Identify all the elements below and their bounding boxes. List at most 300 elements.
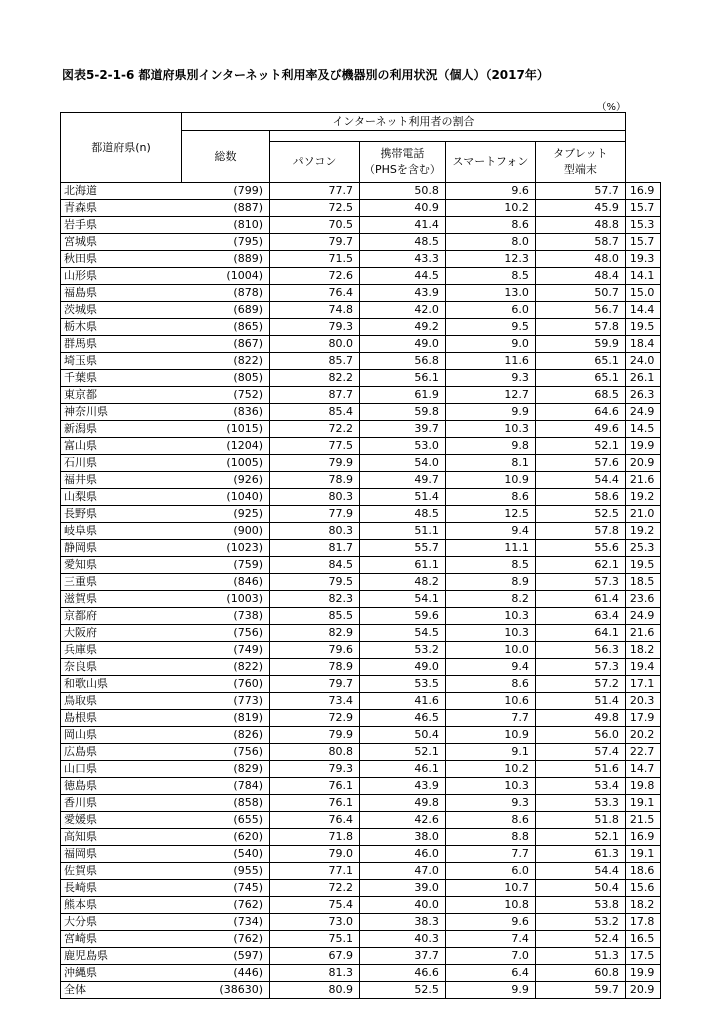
table-row [61, 234, 661, 251]
cell-tablet: 26.1 [625, 370, 661, 387]
cell-smartphone: 68.5 [535, 387, 625, 404]
cell-mobile: 12.5 [445, 506, 535, 523]
cell-smartphone: 52.1 [535, 829, 625, 846]
cell-sample-size: (865) [182, 319, 270, 336]
cell-smartphone: 57.8 [535, 523, 625, 540]
cell-total: 84.5 [270, 557, 360, 574]
cell-smartphone: 57.6 [535, 455, 625, 472]
cell-smartphone: 61.4 [535, 591, 625, 608]
data-table [60, 112, 661, 999]
cell-total: 77.7 [270, 183, 360, 200]
cell-total: 67.9 [270, 948, 360, 965]
cell-total: 79.3 [270, 319, 360, 336]
cell-mobile: 8.0 [445, 234, 535, 251]
cell-mobile: 9.6 [445, 914, 535, 931]
cell-total: 76.1 [270, 778, 360, 795]
table-row [61, 268, 661, 285]
cell-smartphone: 57.3 [535, 574, 625, 591]
cell-tablet: 19.8 [625, 778, 661, 795]
cell-mobile: 10.9 [445, 472, 535, 489]
cell-smartphone: 65.1 [535, 370, 625, 387]
unit-label: （%） [596, 102, 626, 113]
cell-prefecture: 奈良県 [61, 659, 182, 676]
cell-mobile: 8.8 [445, 829, 535, 846]
table-row [61, 574, 661, 591]
cell-pc: 44.5 [360, 268, 446, 285]
table-row [61, 863, 661, 880]
cell-mobile: 7.7 [445, 846, 535, 863]
cell-pc: 48.5 [360, 506, 446, 523]
table-row [61, 812, 661, 829]
cell-total: 79.6 [270, 642, 360, 659]
cell-prefecture: 岐阜県 [61, 523, 182, 540]
cell-tablet: 19.5 [625, 319, 661, 336]
cell-tablet: 20.9 [625, 982, 661, 999]
cell-prefecture: 福岡県 [61, 846, 182, 863]
cell-total: 82.9 [270, 625, 360, 642]
cell-mobile: 9.9 [445, 404, 535, 421]
cell-total: 73.4 [270, 693, 360, 710]
table-row [61, 931, 661, 948]
cell-sample-size: (822) [182, 353, 270, 370]
cell-tablet: 21.5 [625, 812, 661, 829]
cell-smartphone: 51.3 [535, 948, 625, 965]
cell-total: 82.2 [270, 370, 360, 387]
cell-pc: 49.0 [360, 659, 446, 676]
header-mobile-line2: （PHSを含む） [364, 163, 441, 176]
table-row [61, 676, 661, 693]
cell-smartphone: 53.8 [535, 897, 625, 914]
cell-smartphone: 57.4 [535, 744, 625, 761]
cell-smartphone: 63.4 [535, 608, 625, 625]
cell-prefecture: 青森県 [61, 200, 182, 217]
table-row [61, 608, 661, 625]
header-tablet-line2: 型端末 [563, 163, 597, 176]
cell-smartphone: 50.7 [535, 285, 625, 302]
cell-mobile: 12.3 [445, 251, 535, 268]
cell-tablet: 21.6 [625, 472, 661, 489]
table-row [61, 727, 661, 744]
cell-prefecture: 和歌山県 [61, 676, 182, 693]
cell-mobile: 6.0 [445, 302, 535, 319]
cell-prefecture: 鳥取県 [61, 693, 182, 710]
cell-smartphone: 51.4 [535, 693, 625, 710]
cell-sample-size: (738) [182, 608, 270, 625]
cell-prefecture: 千葉県 [61, 370, 182, 387]
table-row [61, 438, 661, 455]
cell-pc: 43.9 [360, 778, 446, 795]
cell-prefecture: 福井県 [61, 472, 182, 489]
cell-tablet: 24.9 [625, 404, 661, 421]
table-row [61, 948, 661, 965]
cell-mobile: 9.3 [445, 795, 535, 812]
cell-sample-size: (1004) [182, 268, 270, 285]
cell-prefecture: 山形県 [61, 268, 182, 285]
cell-prefecture: 北海道 [61, 183, 182, 200]
cell-tablet: 16.9 [625, 183, 661, 200]
table-row [61, 336, 661, 353]
cell-mobile: 8.6 [445, 812, 535, 829]
cell-total: 77.5 [270, 438, 360, 455]
table-row [61, 829, 661, 846]
cell-mobile: 10.9 [445, 727, 535, 744]
table-row [61, 472, 661, 489]
cell-mobile: 10.6 [445, 693, 535, 710]
cell-tablet: 14.7 [625, 761, 661, 778]
cell-total: 70.5 [270, 217, 360, 234]
table-row [61, 914, 661, 931]
cell-smartphone: 48.8 [535, 217, 625, 234]
cell-tablet: 20.2 [625, 727, 661, 744]
cell-pc: 54.5 [360, 625, 446, 642]
cell-total: 78.9 [270, 659, 360, 676]
cell-prefecture: 愛媛県 [61, 812, 182, 829]
cell-prefecture: 大阪府 [61, 625, 182, 642]
cell-prefecture: 茨城県 [61, 302, 182, 319]
cell-tablet: 21.0 [625, 506, 661, 523]
cell-tablet: 21.6 [625, 625, 661, 642]
table-row [61, 489, 661, 506]
cell-sample-size: (925) [182, 506, 270, 523]
cell-pc: 42.6 [360, 812, 446, 829]
cell-smartphone: 52.1 [535, 438, 625, 455]
cell-tablet: 15.7 [625, 200, 661, 217]
table-row [61, 693, 661, 710]
cell-sample-size: (826) [182, 727, 270, 744]
header-prefecture: 都道府県(n) [61, 113, 182, 183]
cell-total: 80.8 [270, 744, 360, 761]
cell-prefecture: 高知県 [61, 829, 182, 846]
table-row [61, 982, 661, 999]
cell-mobile: 9.6 [445, 183, 535, 200]
cell-mobile: 8.5 [445, 557, 535, 574]
cell-pc: 50.4 [360, 727, 446, 744]
cell-tablet: 15.3 [625, 217, 661, 234]
table-row [61, 455, 661, 472]
cell-smartphone: 64.1 [535, 625, 625, 642]
table-row [61, 523, 661, 540]
cell-prefecture: 岡山県 [61, 727, 182, 744]
cell-prefecture: 三重県 [61, 574, 182, 591]
cell-smartphone: 59.9 [535, 336, 625, 353]
cell-mobile: 10.0 [445, 642, 535, 659]
cell-mobile: 8.9 [445, 574, 535, 591]
cell-sample-size: (689) [182, 302, 270, 319]
cell-smartphone: 54.4 [535, 472, 625, 489]
cell-tablet: 14.1 [625, 268, 661, 285]
cell-mobile: 12.7 [445, 387, 535, 404]
cell-pc: 41.4 [360, 217, 446, 234]
cell-pc: 49.8 [360, 795, 446, 812]
cell-pc: 48.5 [360, 234, 446, 251]
cell-pc: 59.6 [360, 608, 446, 625]
cell-prefecture: 神奈川県 [61, 404, 182, 421]
cell-smartphone: 51.6 [535, 761, 625, 778]
cell-sample-size: (889) [182, 251, 270, 268]
cell-mobile: 8.6 [445, 217, 535, 234]
cell-smartphone: 49.8 [535, 710, 625, 727]
cell-smartphone: 62.1 [535, 557, 625, 574]
cell-total: 72.2 [270, 421, 360, 438]
cell-mobile: 11.1 [445, 540, 535, 557]
cell-prefecture: 京都府 [61, 608, 182, 625]
cell-sample-size: (805) [182, 370, 270, 387]
cell-pc: 53.5 [360, 676, 446, 693]
cell-sample-size: (752) [182, 387, 270, 404]
cell-total: 81.7 [270, 540, 360, 557]
cell-total: 77.9 [270, 506, 360, 523]
cell-tablet: 17.1 [625, 676, 661, 693]
cell-smartphone: 56.3 [535, 642, 625, 659]
cell-mobile: 8.6 [445, 489, 535, 506]
cell-tablet: 19.1 [625, 795, 661, 812]
cell-mobile: 10.2 [445, 761, 535, 778]
cell-prefecture: 東京都 [61, 387, 182, 404]
cell-smartphone: 49.6 [535, 421, 625, 438]
cell-total: 81.3 [270, 965, 360, 982]
cell-prefecture: 長野県 [61, 506, 182, 523]
cell-total: 72.5 [270, 200, 360, 217]
cell-mobile: 8.1 [445, 455, 535, 472]
cell-prefecture: 群馬県 [61, 336, 182, 353]
cell-tablet: 18.2 [625, 642, 661, 659]
cell-tablet: 18.4 [625, 336, 661, 353]
table-header [61, 113, 661, 183]
cell-prefecture: 大分県 [61, 914, 182, 931]
cell-tablet: 17.9 [625, 710, 661, 727]
cell-pc: 54.1 [360, 591, 446, 608]
cell-pc: 54.0 [360, 455, 446, 472]
cell-smartphone: 59.7 [535, 982, 625, 999]
cell-total: 71.5 [270, 251, 360, 268]
cell-smartphone: 57.7 [535, 183, 625, 200]
cell-pc: 38.0 [360, 829, 446, 846]
cell-smartphone: 57.3 [535, 659, 625, 676]
header-spacer [270, 131, 626, 142]
cell-sample-size: (955) [182, 863, 270, 880]
cell-sample-size: (1003) [182, 591, 270, 608]
table-row [61, 251, 661, 268]
cell-prefecture: 島根県 [61, 710, 182, 727]
cell-sample-size: (878) [182, 285, 270, 302]
header-group: インターネット利用者の割合 [182, 113, 626, 131]
cell-sample-size: (887) [182, 200, 270, 217]
cell-total: 73.0 [270, 914, 360, 931]
cell-mobile: 9.8 [445, 438, 535, 455]
cell-pc: 53.0 [360, 438, 446, 455]
table-row [61, 761, 661, 778]
header-total: 総数 [182, 131, 270, 183]
table-row [61, 387, 661, 404]
table-row [61, 285, 661, 302]
cell-sample-size: (1023) [182, 540, 270, 557]
cell-prefecture: 新潟県 [61, 421, 182, 438]
cell-prefecture: 石川県 [61, 455, 182, 472]
cell-total: 87.7 [270, 387, 360, 404]
cell-mobile: 9.4 [445, 659, 535, 676]
table-row [61, 744, 661, 761]
cell-prefecture: 沖縄県 [61, 965, 182, 982]
table-row [61, 642, 661, 659]
cell-mobile: 10.3 [445, 778, 535, 795]
cell-pc: 40.3 [360, 931, 446, 948]
cell-mobile: 6.4 [445, 965, 535, 982]
cell-smartphone: 57.2 [535, 676, 625, 693]
cell-sample-size: (836) [182, 404, 270, 421]
cell-tablet: 14.5 [625, 421, 661, 438]
cell-total: 74.8 [270, 302, 360, 319]
cell-mobile: 7.0 [445, 948, 535, 965]
cell-tablet: 19.1 [625, 846, 661, 863]
cell-tablet: 24.0 [625, 353, 661, 370]
cell-tablet: 22.7 [625, 744, 661, 761]
cell-sample-size: (795) [182, 234, 270, 251]
cell-total: 79.7 [270, 676, 360, 693]
table-row [61, 183, 661, 200]
cell-smartphone: 45.9 [535, 200, 625, 217]
cell-smartphone: 57.8 [535, 319, 625, 336]
cell-mobile: 9.5 [445, 319, 535, 336]
cell-total: 85.4 [270, 404, 360, 421]
cell-pc: 39.0 [360, 880, 446, 897]
table-body [61, 183, 661, 999]
cell-smartphone: 53.4 [535, 778, 625, 795]
cell-smartphone: 53.2 [535, 914, 625, 931]
cell-total: 79.9 [270, 455, 360, 472]
cell-pc: 38.3 [360, 914, 446, 931]
cell-tablet: 20.3 [625, 693, 661, 710]
cell-smartphone: 60.8 [535, 965, 625, 982]
cell-smartphone: 61.3 [535, 846, 625, 863]
cell-mobile: 9.0 [445, 336, 535, 353]
cell-tablet: 18.2 [625, 897, 661, 914]
cell-smartphone: 54.4 [535, 863, 625, 880]
cell-pc: 49.0 [360, 336, 446, 353]
cell-total: 72.2 [270, 880, 360, 897]
cell-total: 78.9 [270, 472, 360, 489]
page-title: 図表5-2-1-6 都道府県別インターネット利用率及び機器別の利用状況（個人）（2017年） [62, 68, 549, 82]
cell-tablet: 15.7 [625, 234, 661, 251]
cell-sample-size: (799) [182, 183, 270, 200]
cell-tablet: 19.3 [625, 251, 661, 268]
cell-smartphone: 52.5 [535, 506, 625, 523]
cell-tablet: 14.4 [625, 302, 661, 319]
cell-sample-size: (540) [182, 846, 270, 863]
cell-sample-size: (760) [182, 676, 270, 693]
header-mobile-line1: 携帯電話 [380, 147, 425, 160]
cell-mobile: 9.9 [445, 982, 535, 999]
cell-pc: 42.0 [360, 302, 446, 319]
header-tablet [535, 142, 625, 183]
cell-pc: 50.8 [360, 183, 446, 200]
cell-sample-size: (38630) [182, 982, 270, 999]
cell-pc: 59.8 [360, 404, 446, 421]
cell-tablet: 24.9 [625, 608, 661, 625]
table-row [61, 795, 661, 812]
cell-total: 77.1 [270, 863, 360, 880]
cell-smartphone: 56.0 [535, 727, 625, 744]
cell-sample-size: (900) [182, 523, 270, 540]
cell-pc: 46.1 [360, 761, 446, 778]
cell-prefecture: 長崎県 [61, 880, 182, 897]
cell-sample-size: (867) [182, 336, 270, 353]
cell-sample-size: (1005) [182, 455, 270, 472]
cell-tablet: 23.6 [625, 591, 661, 608]
cell-total: 85.5 [270, 608, 360, 625]
cell-smartphone: 64.6 [535, 404, 625, 421]
cell-total: 80.3 [270, 523, 360, 540]
cell-total: 80.9 [270, 982, 360, 999]
cell-pc: 53.2 [360, 642, 446, 659]
cell-sample-size: (829) [182, 761, 270, 778]
cell-mobile: 10.2 [445, 200, 535, 217]
cell-mobile: 10.3 [445, 608, 535, 625]
cell-pc: 55.7 [360, 540, 446, 557]
cell-sample-size: (784) [182, 778, 270, 795]
table-row [61, 421, 661, 438]
cell-total: 82.3 [270, 591, 360, 608]
cell-prefecture: 全体 [61, 982, 182, 999]
cell-sample-size: (810) [182, 217, 270, 234]
cell-pc: 39.7 [360, 421, 446, 438]
cell-sample-size: (756) [182, 744, 270, 761]
header-pc: パソコン [270, 142, 360, 183]
cell-smartphone: 50.4 [535, 880, 625, 897]
cell-total: 79.0 [270, 846, 360, 863]
cell-total: 71.8 [270, 829, 360, 846]
cell-mobile: 8.6 [445, 676, 535, 693]
cell-prefecture: 愛知県 [61, 557, 182, 574]
cell-sample-size: (446) [182, 965, 270, 982]
table-row [61, 540, 661, 557]
cell-mobile: 9.3 [445, 370, 535, 387]
cell-sample-size: (1015) [182, 421, 270, 438]
table-row [61, 217, 661, 234]
cell-total: 72.6 [270, 268, 360, 285]
cell-smartphone: 48.4 [535, 268, 625, 285]
cell-tablet: 19.2 [625, 489, 661, 506]
cell-prefecture: 兵庫県 [61, 642, 182, 659]
cell-total: 85.7 [270, 353, 360, 370]
cell-smartphone: 55.6 [535, 540, 625, 557]
table-row [61, 404, 661, 421]
cell-tablet: 15.6 [625, 880, 661, 897]
cell-mobile: 7.7 [445, 710, 535, 727]
cell-tablet: 19.9 [625, 965, 661, 982]
table-row [61, 625, 661, 642]
table-row [61, 846, 661, 863]
table-row [61, 557, 661, 574]
cell-pc: 49.7 [360, 472, 446, 489]
cell-mobile: 8.5 [445, 268, 535, 285]
cell-pc: 46.6 [360, 965, 446, 982]
cell-tablet: 16.9 [625, 829, 661, 846]
cell-tablet: 19.5 [625, 557, 661, 574]
cell-pc: 51.1 [360, 523, 446, 540]
cell-total: 80.0 [270, 336, 360, 353]
cell-sample-size: (620) [182, 829, 270, 846]
cell-sample-size: (759) [182, 557, 270, 574]
cell-tablet: 16.5 [625, 931, 661, 948]
cell-sample-size: (655) [182, 812, 270, 829]
cell-sample-size: (734) [182, 914, 270, 931]
cell-pc: 56.8 [360, 353, 446, 370]
cell-pc: 56.1 [360, 370, 446, 387]
cell-sample-size: (745) [182, 880, 270, 897]
table-row [61, 200, 661, 217]
cell-tablet: 19.2 [625, 523, 661, 540]
header-mobile [360, 142, 446, 183]
